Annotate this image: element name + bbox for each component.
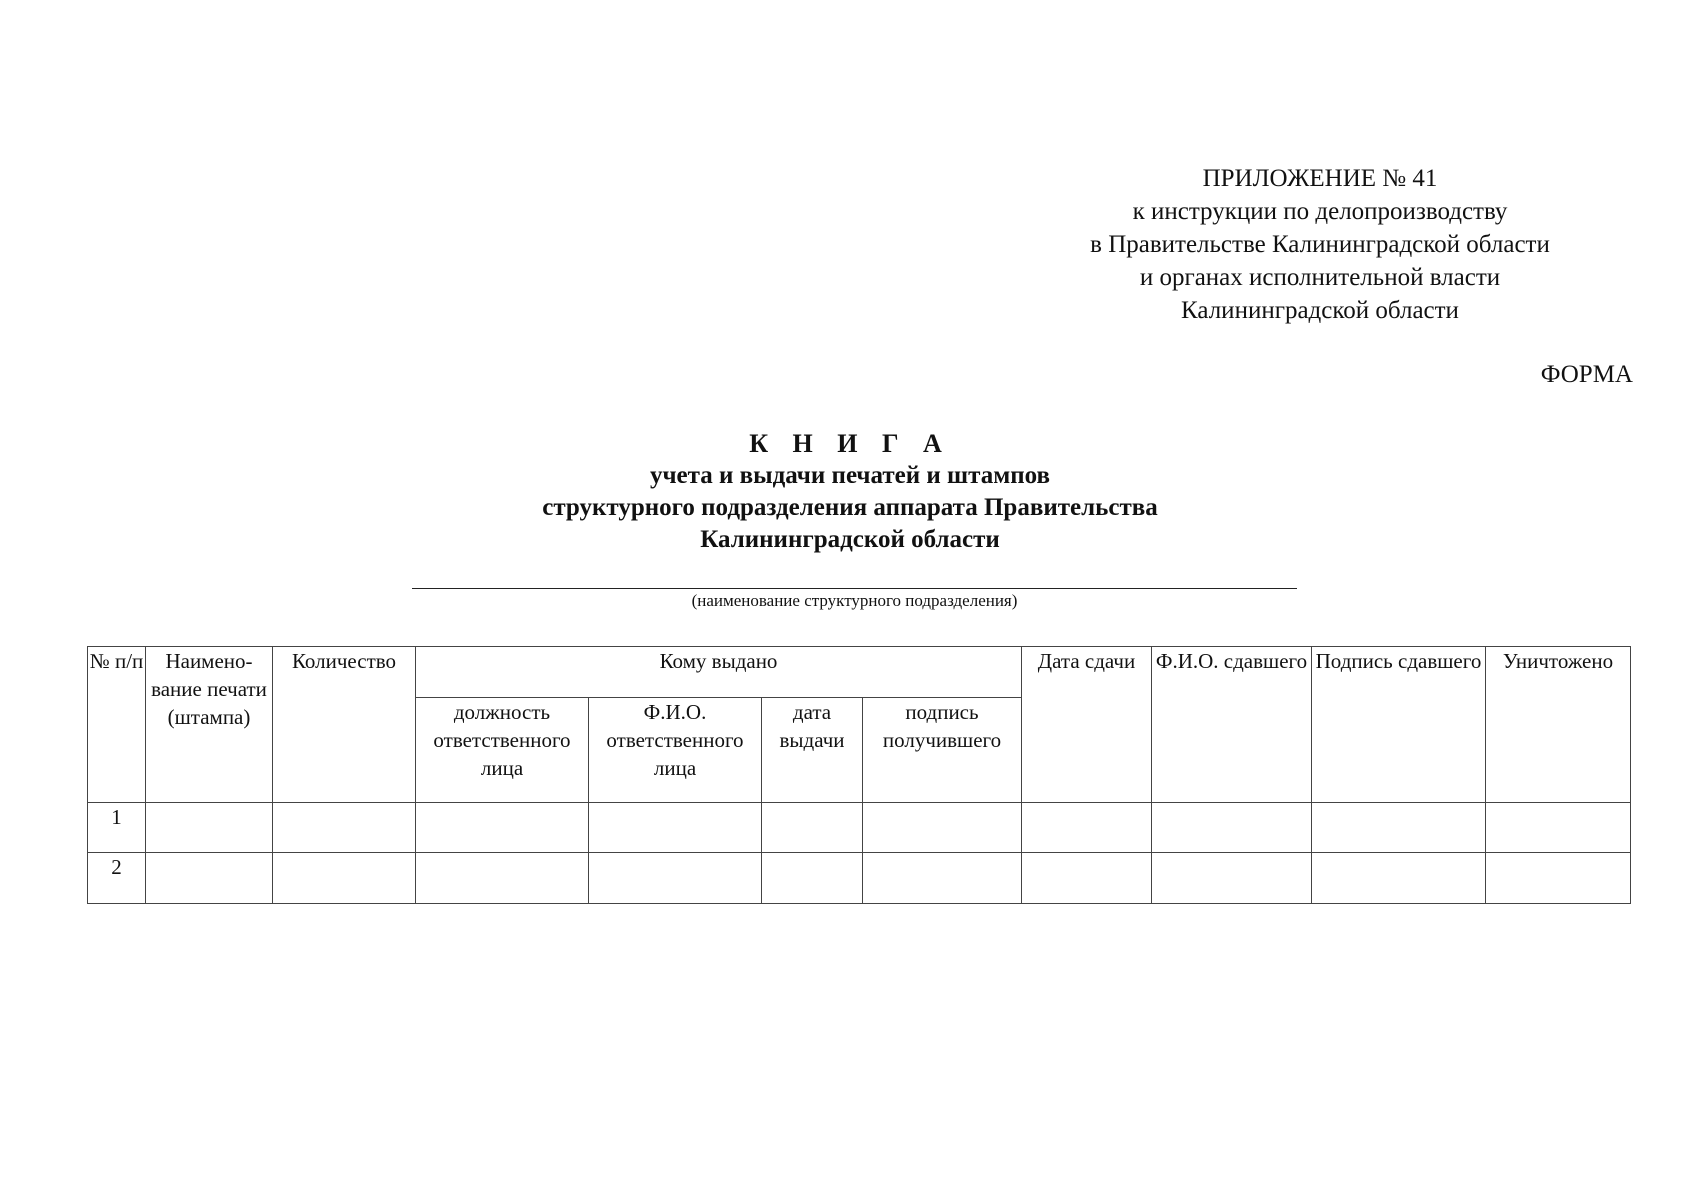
- cell-fio-returner[interactable]: [1152, 853, 1312, 904]
- cell-issue-date[interactable]: [762, 853, 863, 904]
- cell-quantity[interactable]: [273, 803, 416, 853]
- cell-position[interactable]: [416, 803, 589, 853]
- appendix-line: ПРИЛОЖЕНИЕ № 41: [1202, 165, 1438, 192]
- cell-return-date[interactable]: [1022, 803, 1152, 853]
- document-title: [350, 428, 1350, 556]
- cell-returner-signature[interactable]: [1312, 853, 1486, 904]
- appendix-line: и органах исполнительной власти: [1139, 264, 1501, 291]
- appendix-line: к инструкции по делопроизводству: [1132, 198, 1508, 225]
- cell-position[interactable]: [416, 853, 589, 904]
- appendix-line: Калининградской области: [1181, 297, 1459, 324]
- header-row-top: [88, 647, 1631, 698]
- cell-returner-signature[interactable]: [1312, 803, 1486, 853]
- form-label: ФОРМА: [1540, 361, 1633, 388]
- header-seal-name: Наимено-вание печати (штампа): [146, 647, 273, 803]
- table-row: [88, 853, 1631, 904]
- appendix-block: [1080, 162, 1560, 327]
- title-line: Калининградской области: [700, 526, 1000, 553]
- header-return-date: Дата сдачи: [1022, 647, 1152, 803]
- subdivision-name-line[interactable]: [412, 588, 1297, 589]
- cell-receiver-signature[interactable]: [863, 803, 1022, 853]
- subdivision-caption: (наименование структурного подразделения): [691, 591, 1018, 610]
- header-issue-date: дата выдачи: [762, 698, 863, 803]
- cell-return-date[interactable]: [1022, 853, 1152, 904]
- cell-destroyed[interactable]: [1486, 853, 1631, 904]
- table-row: [88, 803, 1631, 853]
- header-num: № п/п: [88, 647, 146, 803]
- cell-issue-date[interactable]: [762, 803, 863, 853]
- row-number: 1: [88, 803, 146, 853]
- header-destroyed: Уничтожено: [1486, 647, 1631, 803]
- header-position: должность ответственного лица: [416, 698, 589, 803]
- title-heading: К Н И Г А: [749, 429, 951, 458]
- appendix-line: в Правительстве Калининградской области: [1090, 231, 1550, 258]
- cell-fio-returner[interactable]: [1152, 803, 1312, 853]
- row-number: 2: [88, 853, 146, 904]
- header-returner-signature: Подпись сдавшего: [1312, 647, 1486, 803]
- title-line: структурного подразделения аппарата Правительства: [542, 494, 1158, 521]
- cell-fio-responsible[interactable]: [589, 803, 762, 853]
- header-receiver-signature: подпись получившего: [863, 698, 1022, 803]
- title-line: учета и выдачи печатей и штампов: [649, 462, 1051, 489]
- cell-seal-name[interactable]: [146, 853, 273, 904]
- header-issued-to: Кому выдано: [416, 647, 1022, 698]
- header-fio-returner: Ф.И.О. сдавшего: [1152, 647, 1312, 803]
- cell-seal-name[interactable]: [146, 803, 273, 853]
- header-fio-responsible: Ф.И.О. ответственного лица: [589, 698, 762, 803]
- cell-destroyed[interactable]: [1486, 803, 1631, 853]
- cell-fio-responsible[interactable]: [589, 853, 762, 904]
- header-quantity: Количество: [273, 647, 416, 803]
- cell-receiver-signature[interactable]: [863, 853, 1022, 904]
- cell-quantity[interactable]: [273, 853, 416, 904]
- register-table: [87, 646, 1631, 904]
